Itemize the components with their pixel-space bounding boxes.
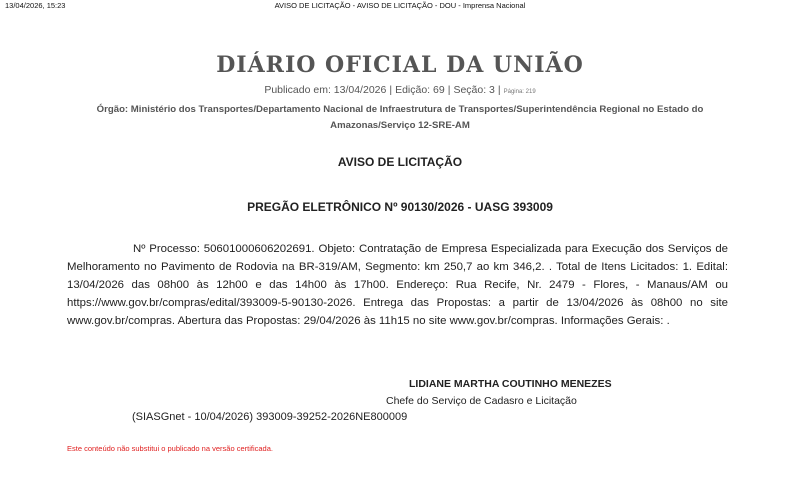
print-header bbox=[0, 0, 800, 12]
signer-name: LIDIANE MARTHA COUTINHO MENEZES bbox=[409, 378, 612, 390]
masthead-title: DIÁRIO OFICIAL DA UNIÃO bbox=[216, 52, 584, 78]
page-number: Página: 219 bbox=[503, 89, 536, 95]
disclaimer-text: Este conteúdo não substitui o publicado na versão certificada. bbox=[67, 444, 273, 453]
publication-info: Publicado em: 13/04/2026 | Edição: 69 | Seção: 3 | Página: 219 bbox=[264, 84, 536, 96]
siasg-reference: (SIASGnet - 10/04/2026) 393009-39252-2026NE800009 bbox=[132, 411, 408, 423]
orgao-line: Órgão: Ministério dos Transportes/Departamento Nacional de Infraestrutura de Transportes/Superintendência Regional no Estado do Amazonas/Serviço 12-SRE-AM bbox=[96, 104, 704, 131]
print-page-title: AVISO DE LICITAÇÃO - AVISO DE LICITAÇÃO - DOU - Imprensa Nacional bbox=[274, 1, 526, 10]
published-date: Publicado em: 13/04/2026 bbox=[264, 84, 387, 96]
print-datetime: 13/04/2026, 15:23 bbox=[5, 1, 66, 10]
signer-role: Chefe do Serviço de Cadasro e Licitação bbox=[386, 395, 577, 407]
notice-heading: AVISO DE LICITAÇÃO bbox=[337, 155, 463, 169]
edition-number: Edição: 69 bbox=[395, 84, 445, 96]
notice-body: Nº Processo: 50601000606202691. Objeto: Contratação de Empresa Especializada para Execução dos Serviços de Melhoramento no Pavimento de Rodovia na BR-319/AM, Segmento: km 250,7 ao km 346,2. . Total de Itens Licitados: 1. Edital: 13/04/2026 das 08h00 às 12h00 e das 14h00 às 17h00. Endereço: Rua Recife, Nr. 2479 - Flores, - Manaus/AM ou https://www.gov.br/compras/edital/393009-5-90130-2026. Entrega das Propostas: a partir de 13/04/2026 às 08h00 no site www.gov.br/compras. Abertura das Propostas: 29/04/2026 às 11h15 no site www.gov.br/compras. Informações Gerais: . bbox=[67, 243, 728, 327]
section-number: Seção: 3 bbox=[453, 84, 495, 96]
notice-subheading: PREGÃO ELETRÔNICO Nº 90130/2026 - UASG 393009 bbox=[247, 200, 553, 214]
